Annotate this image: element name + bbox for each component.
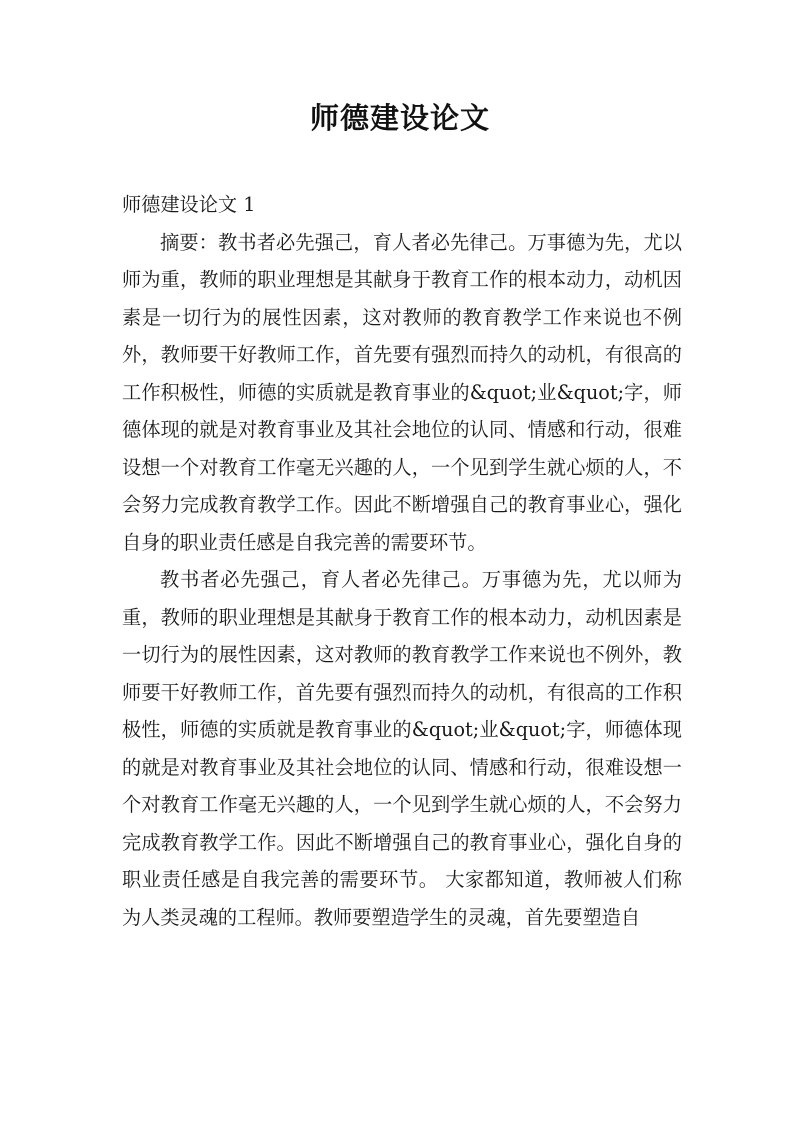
document-body bbox=[122, 186, 682, 936]
paragraph-abstract: 摘要：教书者必先强己，育人者必先律己。万事德为先，尤以师为重，教师的职业理想是其献身于教育工作的根本动力，动机因素是一切行为的展性因素，这对教师的教育教学工作来说也不例外，教师要干好教师工作，首先要有强烈而持久的动机，有很高的工作积极性，师德的实质就是教育事业的&quot;业&quot;字，师德体现的就是对教育事业及其社会地位的认同、情感和行动，很难设想一个对教育工作毫无兴趣的人，一个见到学生就心烦的人，不会努力完成教育教学工作。因此不断增强自己的教育事业心，强化自身的职业责任感是自我完善的需要环节。 bbox=[122, 230, 682, 554]
paragraph-body: 教书者必先强己，育人者必先律己。万事德为先，尤以师为重，教师的职业理想是其献身于教育工作的根本动力，动机因素是一切行为的展性因素，这对教师的教育教学工作来说也不例外，教师要干好教师工作，首先要有强烈而持久的动机，有很高的工作积极性，师德的实质就是教育事业的&quot;业&quot;字，师德体现的就是对教育事业及其社会地位的认同、情感和行动，很难设想一个对教育工作毫无兴趣的人，一个见到学生就心烦的人，不会努力完成教育教学工作。因此不断增强自己的教育事业心，强化自身的职业责任感是自我完善的需要环节。 大家都知道，教师被人们称为人类灵魂的工程师。教师要塑造学生的灵魂，首先要塑造自 bbox=[122, 568, 682, 929]
section-heading: 师德建设论文 1 bbox=[122, 193, 256, 216]
document-title: 师德建设论文 bbox=[309, 101, 490, 135]
